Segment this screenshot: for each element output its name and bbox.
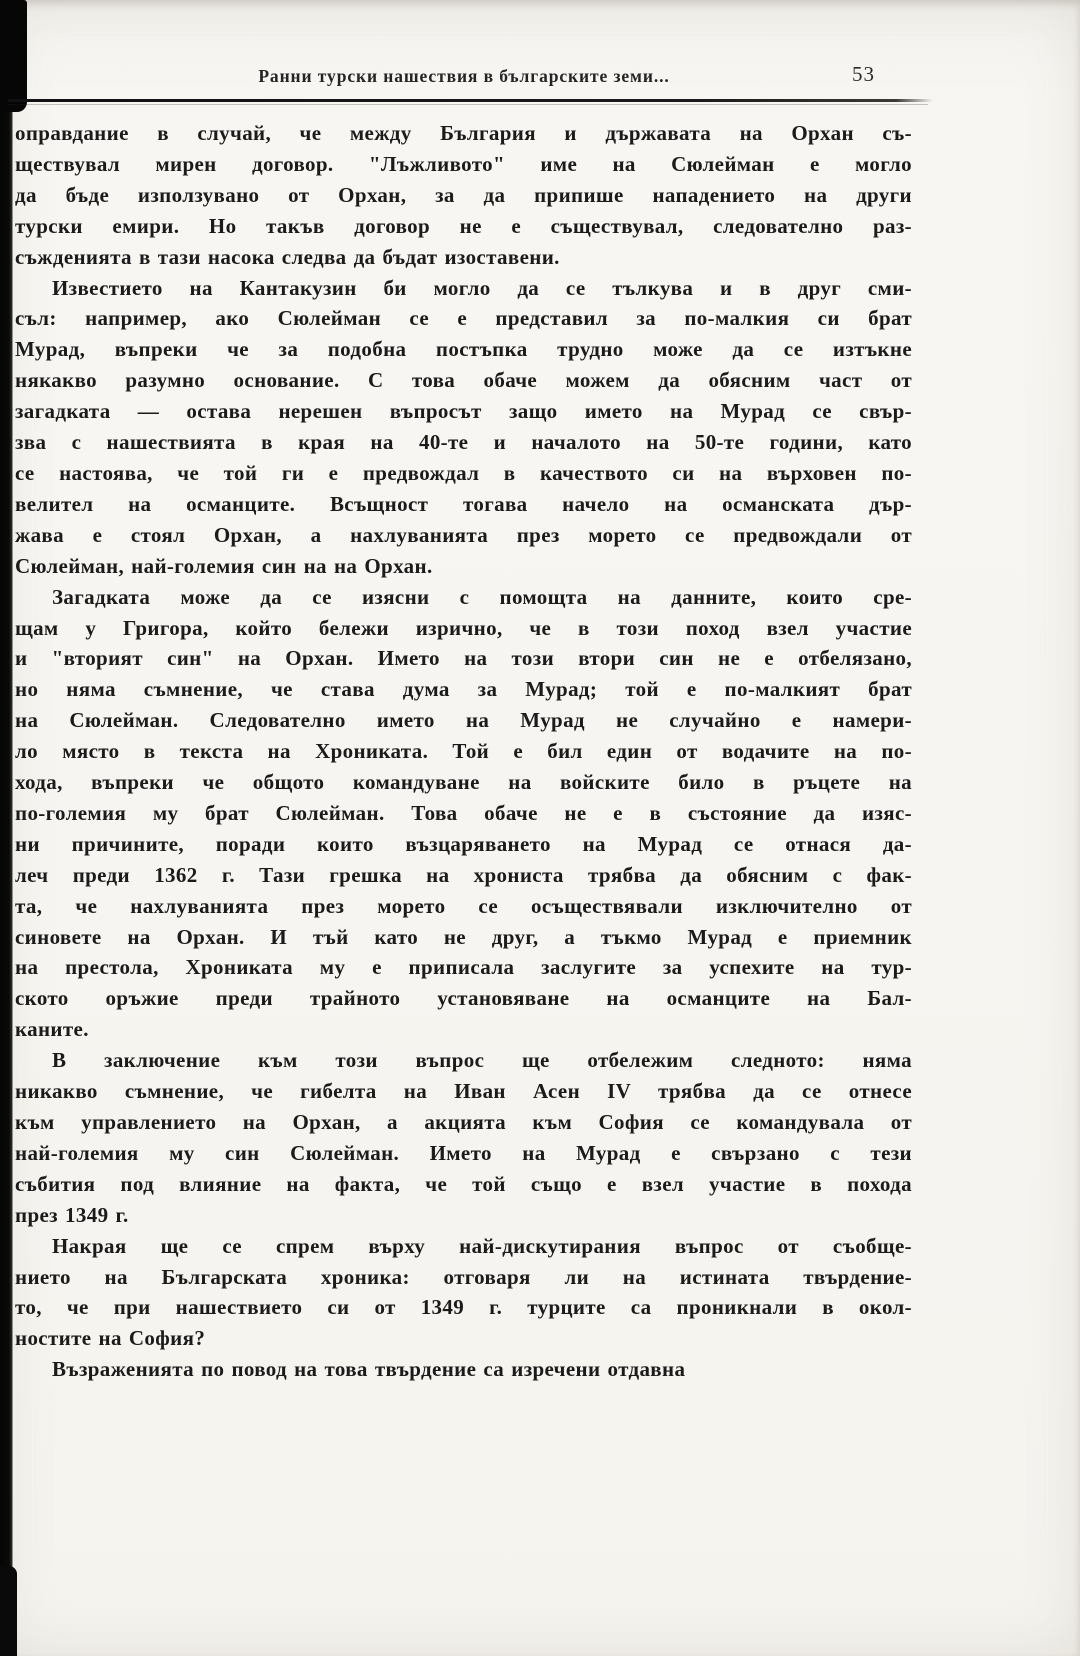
scan-binding-edge — [0, 0, 13, 1656]
text-line: да бъде използувано от Орхан, за да припише нападението на други — [15, 182, 912, 207]
text-line: загадката — остава нерешен въпросът защо името на Мурад се свър- — [15, 399, 912, 424]
text-line: събития под влияние на факта, че той също е взел участие в похода — [15, 1171, 912, 1196]
header-rule — [8, 99, 933, 102]
paragraph — [15, 582, 912, 1046]
text-line: хода, въпреки че общото командуване на войските било в ръцете на — [15, 770, 912, 795]
text-line: турски емири. Но такъв договор не е съществувал, следователно раз- — [15, 213, 912, 238]
text-line: велител на османците. Всъщност тогава начело на османската дър- — [15, 491, 912, 516]
text-line: Известието на Кантакузин би могло да се тълкува и в друг сми- — [52, 275, 912, 300]
text-line: каните. — [15, 1017, 89, 1042]
text-line: ското оръжие преди трайното установяване на османците на Бал- — [15, 986, 912, 1011]
text-line: леч преди 1362 г. Тази грешка на хрониста трябва да обясним с фак- — [15, 862, 912, 887]
running-header — [16, 66, 912, 87]
paragraph — [15, 1231, 912, 1355]
text-line: към управлението на Орхан, а акцията към София се командувала от — [15, 1110, 912, 1134]
paragraph — [15, 1045, 912, 1230]
text-line: никакво съмнение, че гибелта на Иван Асен IV трябва да се отнесе — [15, 1079, 912, 1104]
text-line: съл: например, ако Сюлейман се е представил за по-малкия си брат — [15, 306, 912, 331]
text-line: то, че при нашествието си от 1349 г. турците са проникнали в окол- — [15, 1295, 912, 1320]
text-line: някакво разумно основание. С това обаче можем да обясним част от — [15, 368, 912, 393]
paragraph — [15, 118, 912, 273]
text-line: ло място в текста на Хрониката. Той е бил един от водачите на по- — [15, 739, 912, 764]
text-line: най-големия му син Сюлейман. Името на Мурад е свързано с тези — [15, 1140, 912, 1165]
text-line: по-големия му брат Сюлейман. Това обаче не е в състояние да изяс- — [15, 800, 912, 825]
text-line: но няма съмнение, че става дума за Мурад; той е по-малкият брат — [15, 677, 912, 702]
text-line: зва с нашествията в края на 40-те и началото на 50-те години, като — [15, 430, 912, 455]
paragraph — [15, 1354, 912, 1385]
text-line: и "вторият син" на Орхан. Името на този втори син не е отбелязано, — [15, 646, 912, 671]
text-line: съжденията в тази насока следва да бъдат изоставени. — [15, 244, 560, 269]
text-line: оправдание в случай, че между България и държавата на Орхан съ- — [15, 121, 912, 145]
header-rule-shadow — [8, 104, 928, 105]
text-line: ни причините, поради които възцаряването на Мурад се отнася да- — [15, 831, 912, 856]
text-line: на престола, Хрониката му е приписала заслугите за успехите на тур- — [15, 955, 912, 980]
text-line: щам у Григора, който бележи изрично, че в този поход взел участие — [15, 615, 912, 640]
text-line: синовете на Орхан. И тъй като не друг, а тъкмо Мурад е приемник — [15, 924, 912, 949]
text-line: Загадката може да се изясни с помощта на данните, които сре- — [52, 584, 912, 609]
scan-edge-blotch-bottom — [0, 1566, 17, 1656]
text-line: на Сюлейман. Следователно името на Мурад не случайно е намери- — [15, 708, 912, 733]
text-line: жава е стоял Орхан, а нахлуванията през морето се предвождали от — [15, 522, 912, 547]
text-line: Възраженията по повод на това твърдение са изречени отдавна — [52, 1357, 686, 1382]
page-text — [15, 118, 912, 1385]
page-number: 53 — [852, 62, 875, 86]
text-line: се настоява, че той ги е предвождал в качеството си на върховен по- — [15, 460, 912, 485]
text-line: нието на Българската хроника: отговаря ли на истината твърдение- — [15, 1264, 912, 1289]
text-line: Сюлейман, най-големия син на на Орхан. — [15, 553, 433, 578]
text-line: Накрая ще се спрем върху най-дискутирания въпрос от съобще- — [52, 1233, 912, 1258]
text-line: та, че нахлуванията през морето се осъществявали изключително от — [15, 893, 912, 918]
text-line: В заключение към този въпрос ще отбележим следното: няма — [52, 1048, 912, 1073]
scan-edge-blotch-top — [0, 0, 27, 112]
text-line: през 1349 г. — [15, 1202, 129, 1227]
text-line: Мурад, въпреки че за подобна постъпка трудно може да се изтъкне — [15, 337, 912, 362]
text-line: ществувал мирен договор. "Лъжливото" име на Сюлейман е могло — [15, 151, 912, 176]
running-title: Ранни турски нашествия в българските земи... — [258, 66, 670, 86]
text-line: ностите на София? — [15, 1326, 206, 1351]
paragraph — [15, 273, 912, 582]
